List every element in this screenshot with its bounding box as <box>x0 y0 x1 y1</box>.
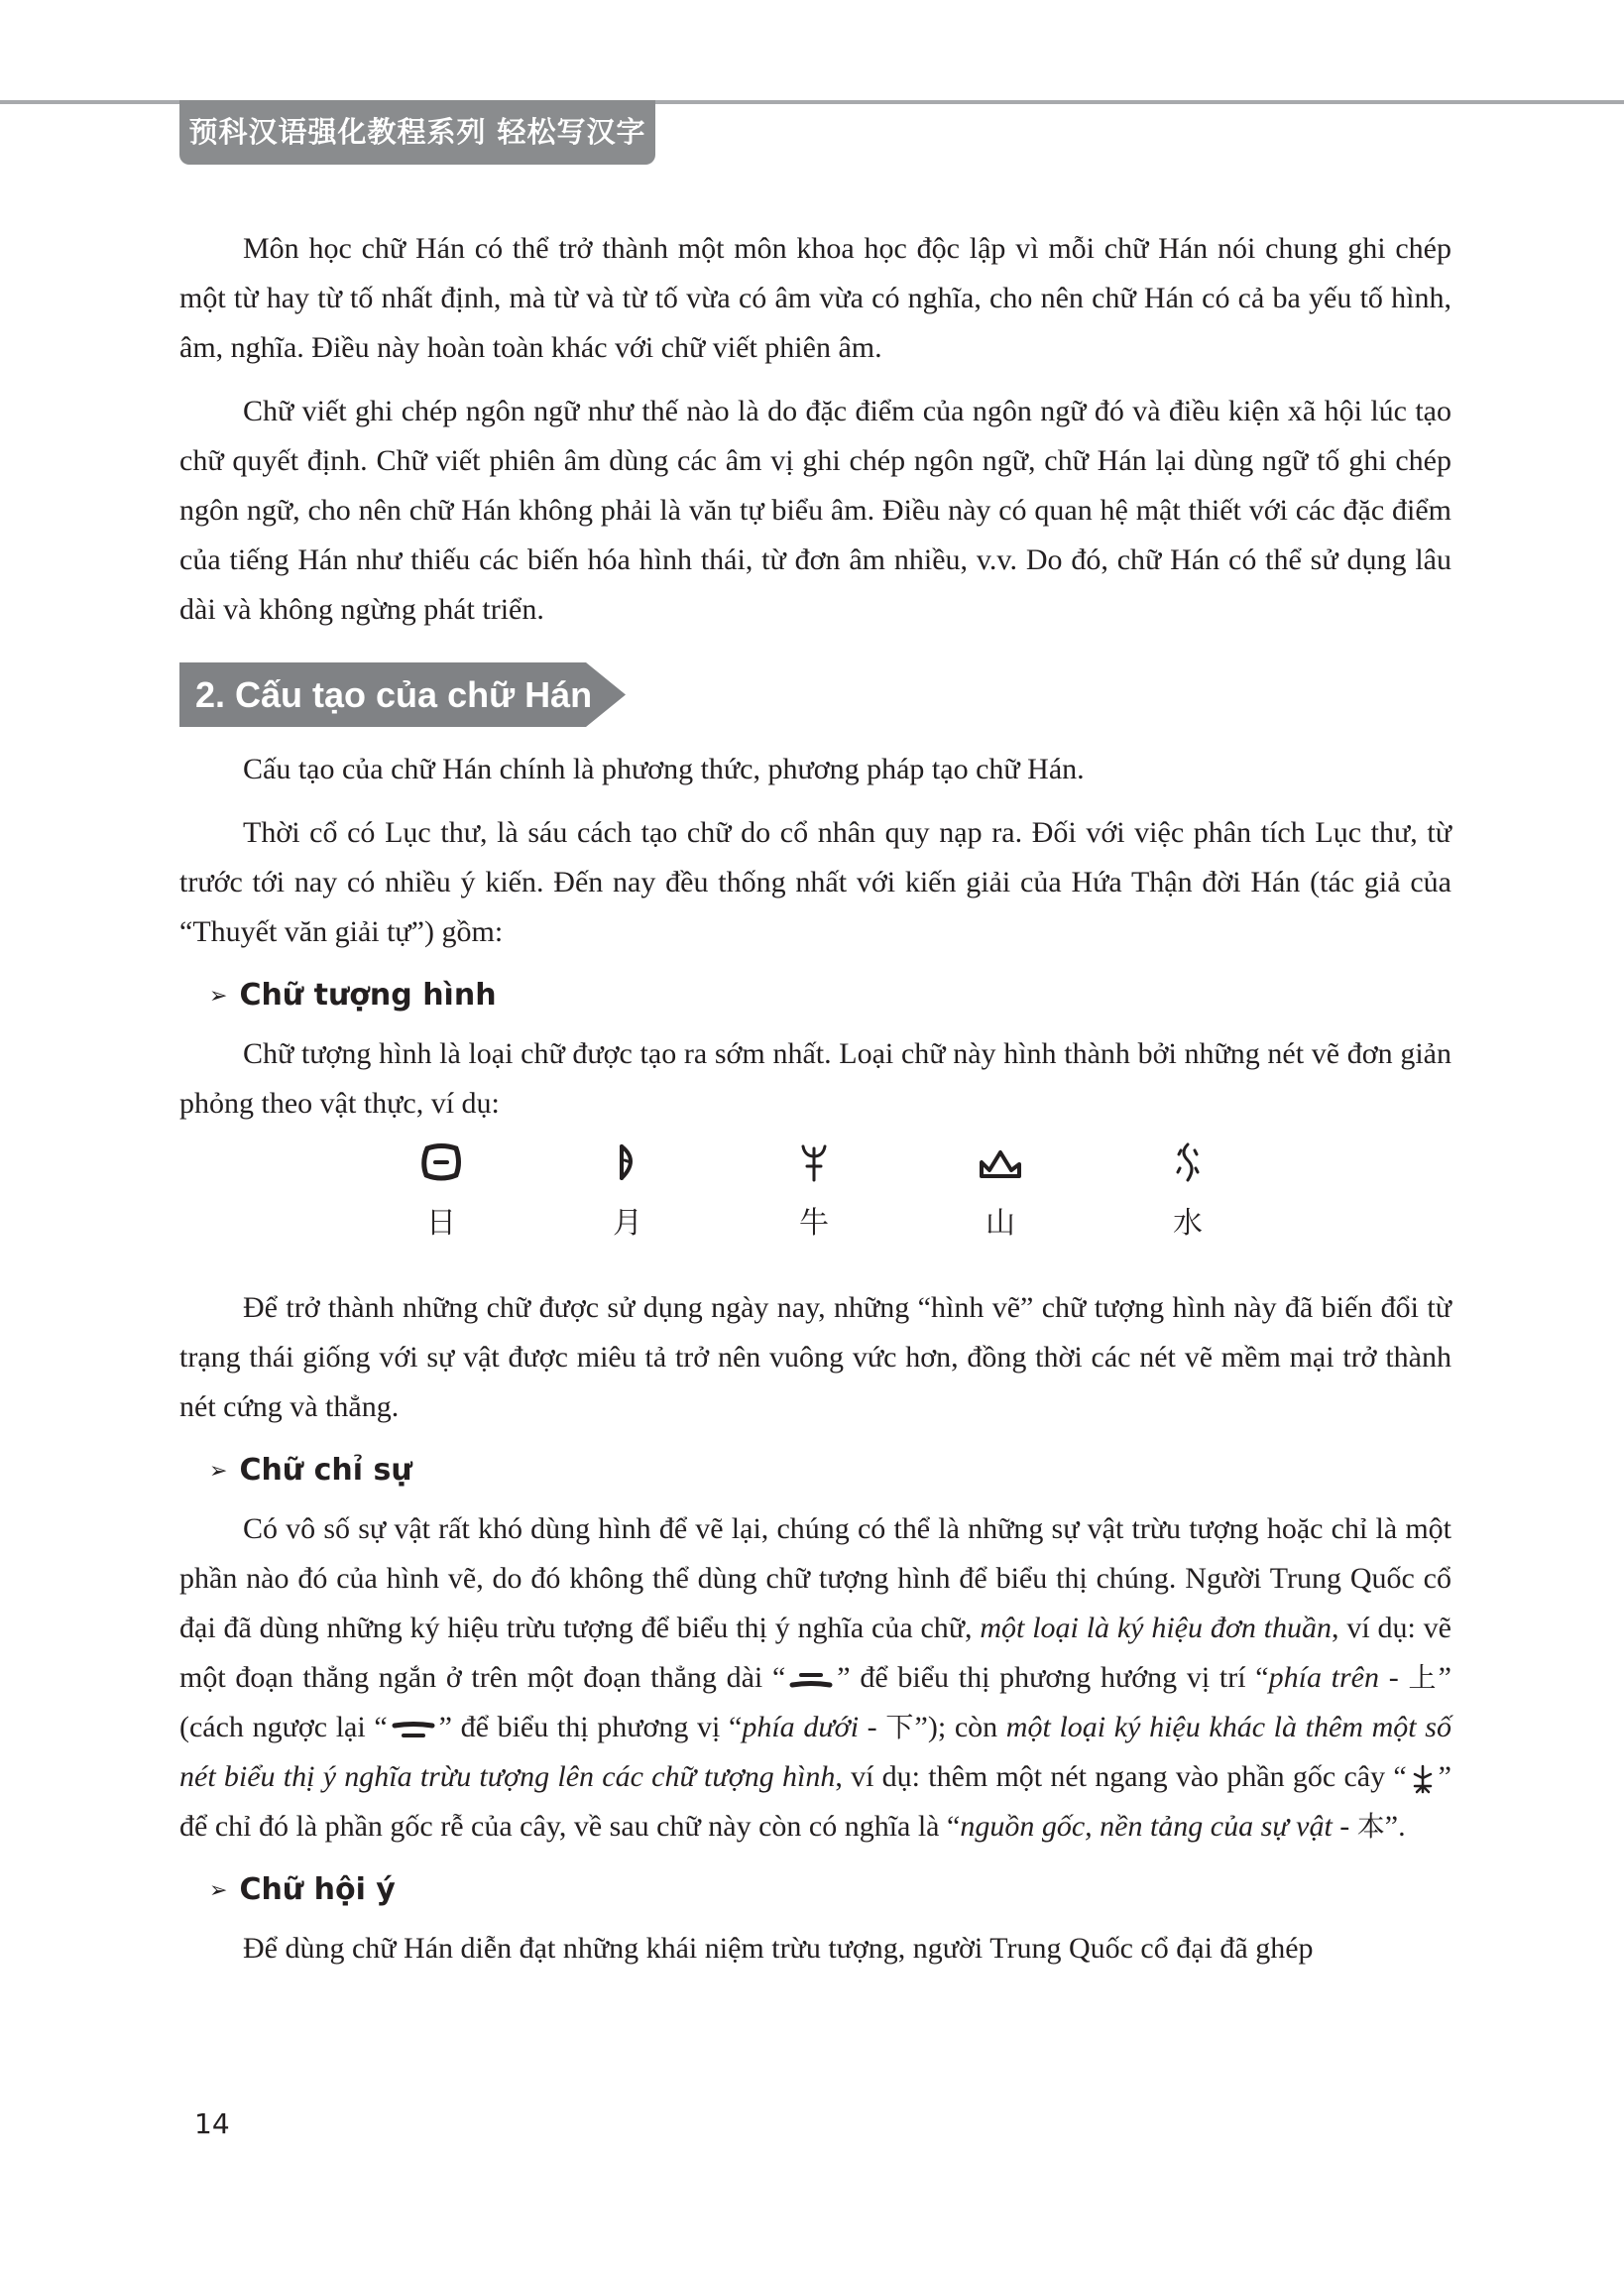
italic-run: phía trên - <box>1268 1661 1409 1694</box>
italic-run: phía dưới - <box>742 1711 886 1743</box>
ancient-moon-icon <box>613 1142 642 1182</box>
section-paragraph-1: Cấu tạo của chữ Hán chính là phương thức, phương pháp tạo chữ Hán. <box>243 753 1085 785</box>
arrowhead-icon: ➢ <box>209 984 228 1009</box>
example-sun <box>411 1142 471 1244</box>
text-run: , ví dụ: thêm một nét ngang vào phần gốc cây “ <box>835 1760 1407 1793</box>
example-char-sun: 日 <box>426 1206 456 1241</box>
italic-run: một loại là ký hiệu đơn thuần <box>980 1612 1332 1644</box>
example-char-water: 水 <box>1173 1206 1203 1241</box>
page-content <box>179 224 1451 1987</box>
running-header: 预科汉语强化教程系列 轻松写汉字 <box>179 100 655 165</box>
subheading-indicative <box>209 1446 1451 1496</box>
ancient-ox-icon <box>799 1142 829 1182</box>
ancient-sun-icon <box>419 1142 463 1182</box>
char-below: 下 <box>885 1711 915 1743</box>
arrowhead-icon: ➢ <box>209 1459 228 1484</box>
example-char-mountain: 山 <box>986 1206 1015 1241</box>
section-banner <box>179 662 1451 727</box>
text-run: Có vô số sự vật rất khó dùng hình để vẽ lại, chúng có thể là những sự vật trừu tượng hoặc chỉ là một phần nào đó của hình vẽ, do đó không thể dùng chữ tượng hình để biểu thị chúng. Người Trung Quốc cổ đại đã dùng những ký hiệu trừu tượng để biểu thị ý nghĩa của chữ, <box>179 1512 1451 1644</box>
ancient-root-symbol-icon <box>1411 1764 1435 1794</box>
arrowhead-icon: ➢ <box>209 1878 228 1903</box>
ancient-below-symbol-icon <box>392 1719 435 1740</box>
text-run: ” để biểu thị phương hướng vị trí “ <box>837 1661 1269 1694</box>
intro-paragraph-2: Chữ viết ghi chép ngôn ngữ như thế nào là do đặc điểm của ngôn ngữ đó và điều kiện xã hội lúc tạo chữ quyết định. Chữ viết phiên âm dùng các âm vị ghi chép ngôn ngữ, chữ Hán lại dùng ngữ tố ghi chép ngôn ngữ, cho nên chữ Hán không phải là văn tự biểu âm. Điều này có quan hệ mật thiết với các đặc điểm của tiếng Hán như thiếu các biến hóa hình thái, từ đơn âm nhiều, v.v. Do đó, chữ Hán có thể sử dụng lâu dài và không ngừng phát triển. <box>179 395 1451 626</box>
example-char-moon: 月 <box>613 1206 642 1241</box>
subheading-associative <box>209 1865 1451 1916</box>
ancient-above-symbol-icon <box>789 1669 833 1691</box>
text-run: ”); còn <box>914 1711 1006 1743</box>
example-mountain <box>971 1142 1030 1244</box>
example-moon <box>598 1142 657 1244</box>
indicative-paragraph <box>179 1504 1451 1852</box>
italic-run: một loại ký hiệu khác là thêm một số nét biểu thị ý nghĩa trừu tượng lên các chữ tượng hình <box>179 1711 1451 1793</box>
section-title: 2. Cấu tạo của chữ Hán <box>195 674 593 715</box>
intro-paragraph-1: Môn học chữ Hán có thể trở thành một môn khoa học độc lập vì mỗi chữ Hán nói chung ghi chép một từ hay từ tố nhất định, mà từ và từ tố vừa có âm vừa có nghĩa, cho nên chữ Hán có cả ba yếu tố hình, âm, nghĩa. Điều này hoàn toàn khác với chữ viết phiên âm. <box>179 232 1451 364</box>
example-water <box>1158 1142 1218 1244</box>
text-run: ” để chỉ đó là phần gốc rễ của cây, về sau chữ này còn có nghĩa là “ <box>179 1760 1451 1843</box>
pictograph-paragraph-2: Để trở thành những chữ được sử dụng ngày nay, những “hình vẽ” chữ tượng hình này đã biến đổi từ trạng thái giống với sự vật được miêu tả trở nên vuông vức hơn, đồng thời các nét vẽ mềm mại trở thành nét cứng và thẳng. <box>179 1291 1451 1423</box>
subheading-indicative-label: Chữ chỉ sự <box>239 1453 412 1488</box>
text-run: , ví dụ: vẽ một đoạn thẳng ngắn ở trên một đoạn thẳng dài “ <box>179 1612 1451 1694</box>
char-root: 本 <box>1356 1810 1385 1843</box>
text-run: ” để biểu thị phương vị “ <box>438 1711 743 1743</box>
page-number: 14 <box>194 2107 230 2140</box>
example-char-ox: 牛 <box>799 1206 829 1241</box>
example-ox <box>784 1142 844 1244</box>
italic-run: nguồn gốc, nền tảng của sự vật - <box>960 1810 1357 1843</box>
text-run: ” (cách ngược lại “ <box>179 1661 1451 1743</box>
char-above: 上 <box>1408 1661 1439 1694</box>
section-paragraph-2: Thời cổ có Lục thư, là sáu cách tạo chữ do cổ nhân quy nạp ra. Đối với việc phân tích Lục thư, từ trước tới nay có nhiều ý kiến. Đến nay đều thống nhất với kiến giải của Hứa Thận đời Hán (tác giả của “Thuyết văn giải tự”) gồm: <box>179 816 1451 948</box>
pictograph-paragraph-1: Chữ tượng hình là loại chữ được tạo ra sớm nhất. Loại chữ này hình thành bởi những nét vẽ đơn giản phỏng theo vật thực, ví dụ: <box>179 1037 1451 1120</box>
pictograph-examples <box>179 1142 1451 1271</box>
subheading-associative-label: Chữ hội ý <box>239 1872 396 1907</box>
text-run: ”. <box>1384 1810 1406 1843</box>
subheading-pictograph-label: Chữ tượng hình <box>239 978 497 1013</box>
ancient-water-icon <box>1176 1142 1200 1182</box>
subheading-pictograph <box>209 971 1451 1021</box>
ancient-mountain-icon <box>978 1142 1023 1182</box>
associative-paragraph: Để dùng chữ Hán diễn đạt những khái niệm trừu tượng, người Trung Quốc cổ đại đã ghép <box>243 1932 1314 1965</box>
